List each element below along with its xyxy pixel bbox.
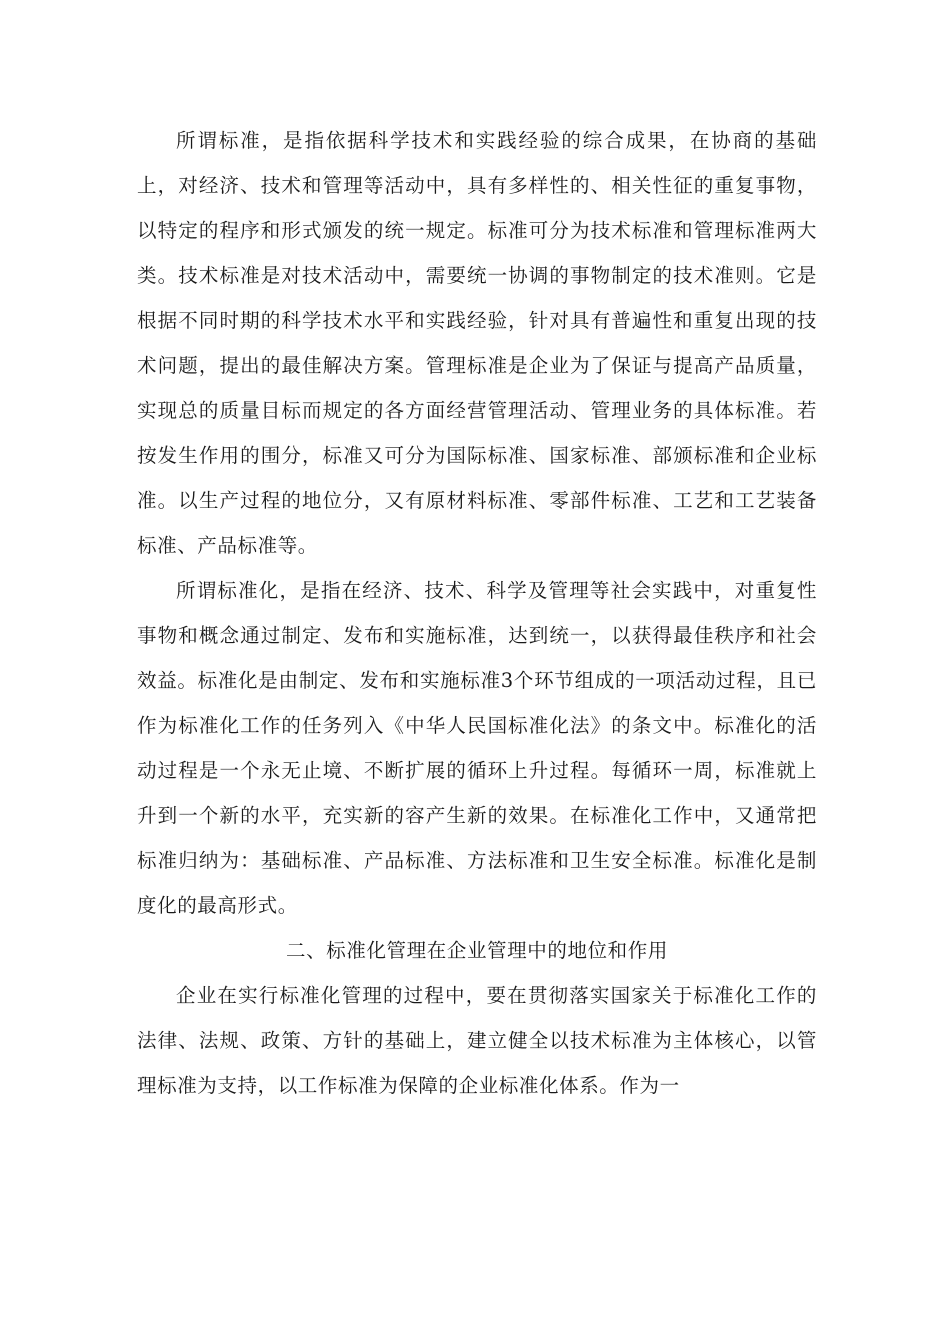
section-heading: 二、标准化管理在企业管理中的地位和作用 xyxy=(286,939,668,962)
paragraph-enterprise-standardization: 企业在实行标准化管理的过程中，要在贯彻落实国家关于标准化工作的法律、法规、政策、方针的基础上，建立健全以技术标准为主体核心，以管理标准为支持，以工作标准为保障的企业标准化体系。作为一 xyxy=(137,984,817,1097)
paragraph-standardization-definition: 所谓标准化，是指在经济、技术、科学及管理等社会实践中，对重复性事物和概念通过制定、发布和实施标准，达到统一，以获得最佳秩序和社会效益。标准化是由制定、发布和实施标准3个环节组成的一项活动过程，且已作为标准化工作的任务列入《中华人民国标准化法》的条文中。标准化的活动过程是一个永无止境、不断扩展的循环上升过程。每循环一周，标准就上升到一个新的水平，充实新的容产生新的效果。在标准化工作中，又通常把标准归纳为：基础标准、产品标准、方法标准和卫生安全标准。标准化是制度化的最高形式。 xyxy=(137,579,817,917)
paragraph-standard-definition: 所谓标准，是指依据科学技术和实践经验的综合成果，在协商的基础上，对经济、技术和管理等活动中，具有多样性的、相关性征的重复事物，以特定的程序和形式颁发的统一规定。标准可分为技术标准和管理标准两大类。技术标准是对技术活动中，需要统一协调的事物制定的技术准则。它是根据不同时期的科学技术水平和实践经验，针对具有普遍性和重复出现的技术问题，提出的最佳解决方案。管理标准是企业为了保证与提高产品质量，实现总的质量目标而规定的各方面经营管理活动、管理业务的具体标准。若按发生作用的围分，标准又可分为国际标准、国家标准、部颁标准和企业标准。以生产过程的地位分，又有原材料标准、零部件标准、工艺和工艺装备标准、产品标准等。 xyxy=(137,129,817,557)
document-page xyxy=(137,118,817,1108)
